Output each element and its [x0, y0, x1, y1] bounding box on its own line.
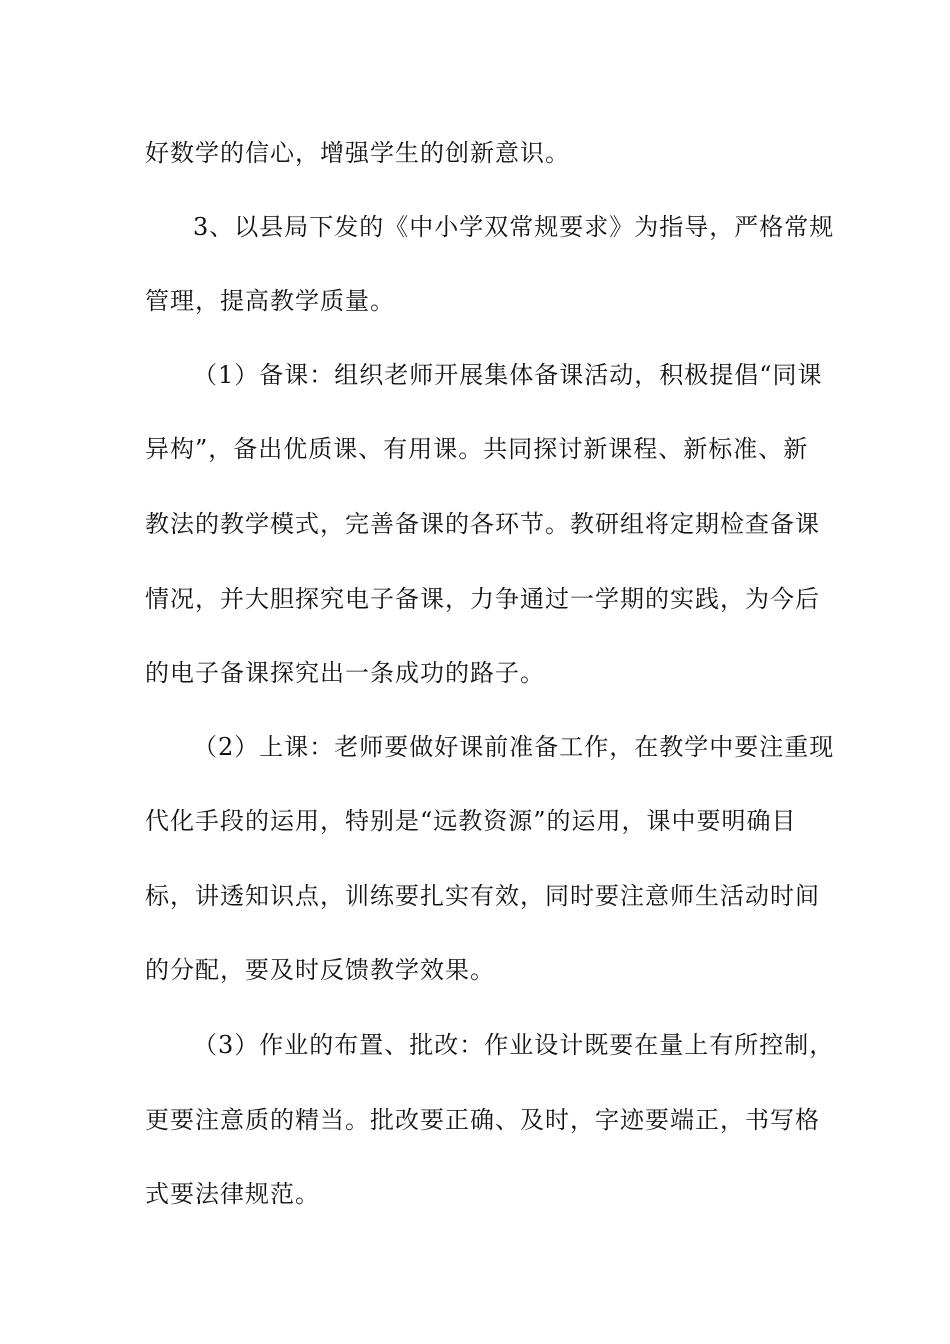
text-line: 的电子备课探究出一条成功的路子。 — [145, 659, 545, 687]
text-line: 更要注意质的精当。批改要正确、及时，字迹要端正，书写格 — [145, 1106, 820, 1134]
text-line: 教法的教学模式，完善备课的各环节。教研组将定期检查备课 — [145, 510, 820, 538]
text-line: 的分配，要及时反馈教学效果。 — [145, 956, 495, 984]
text-line: （1）备课：组织老师开展集体备课活动，积极提倡“同课 — [193, 361, 823, 389]
text-line: 好数学的信心，增强学生的创新意识。 — [145, 139, 570, 167]
text-line: 标，讲透知识点，训练要扎实有效，同时要注意师生活动时间 — [145, 882, 820, 910]
text-line: 异构”，备出优质课、有用课。共同探讨新课程、新标准、新 — [145, 435, 809, 463]
text-line: 3、以县局下发的《中小学双常规要求》为指导，严格常规 — [193, 213, 835, 241]
text-line: 式要法律规范。 — [145, 1180, 320, 1208]
text-line: （3）作业的布置、批改：作业设计既要在量上有所控制， — [193, 1031, 835, 1059]
text-line: 情况，并大胆探究电子备课，力争通过一学期的实践，为今后 — [145, 585, 820, 613]
text-line: 代化手段的运用，特别是“远教资源”的运用，课中要明确目 — [145, 807, 797, 835]
text-line: （2）上课：老师要做好课前准备工作，在教学中要注重现 — [193, 733, 835, 761]
text-line: 管理，提高教学质量。 — [145, 287, 395, 315]
